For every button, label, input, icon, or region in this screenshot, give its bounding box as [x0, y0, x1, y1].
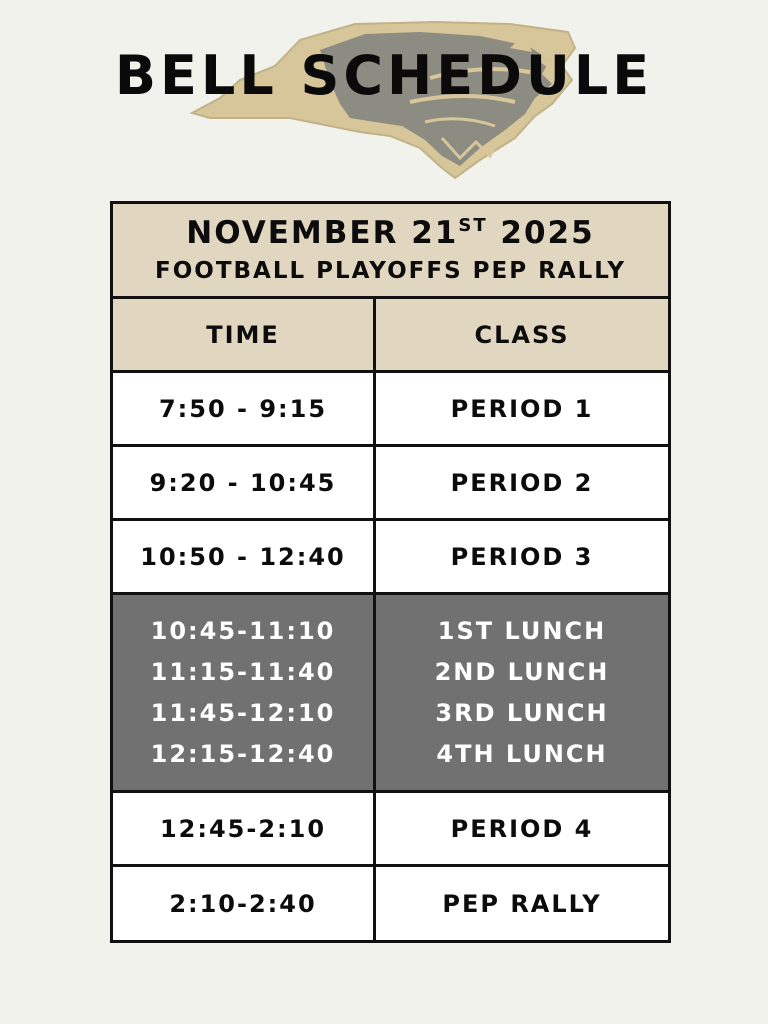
schedule-date	[113, 214, 668, 252]
lunch-class: 3RD LUNCH	[435, 698, 609, 727]
column-header-time: TIME	[113, 299, 376, 370]
time-cell: 10:50 - 12:40	[113, 521, 376, 592]
lunch-time: 10:45-11:10	[150, 616, 336, 645]
class-cell: PERIOD 2	[450, 468, 594, 497]
time-cell: 2:10-2:40	[113, 867, 376, 940]
lunch-time: 12:15-12:40	[150, 739, 336, 768]
lunch-class: 4TH LUNCH	[436, 739, 608, 768]
page-title: BELL SCHEDULE	[114, 44, 654, 107]
class-cell: PERIOD 3	[450, 542, 594, 571]
lunch-row	[113, 595, 668, 793]
table-row	[113, 793, 668, 867]
bell-schedule-table	[110, 201, 671, 943]
event-name: FOOTBALL PLAYOFFS PEP RALLY	[155, 258, 626, 284]
lunch-time: 11:45-12:10	[150, 698, 336, 727]
table-row	[113, 867, 668, 940]
date-year: 2025	[500, 215, 595, 251]
class-cell: PEP RALLY	[442, 889, 602, 918]
lunch-class: 1ST LUNCH	[437, 616, 607, 645]
lunch-classes-cell	[376, 595, 668, 790]
schedule-header	[113, 204, 668, 299]
time-cell: 12:45-2:10	[113, 793, 376, 864]
lunch-time: 11:15-11:40	[150, 657, 336, 686]
time-cell: 9:20 - 10:45	[113, 447, 376, 518]
table-row	[113, 447, 668, 521]
lunch-class: 2ND LUNCH	[434, 657, 610, 686]
time-cell: 7:50 - 9:15	[113, 373, 376, 444]
class-cell: PERIOD 4	[450, 814, 594, 843]
date-suffix: ST	[458, 215, 488, 236]
date-main: NOVEMBER 21	[186, 215, 459, 251]
table-row	[113, 521, 668, 595]
table-row	[113, 373, 668, 447]
column-header-class: CLASS	[474, 320, 570, 349]
class-cell: PERIOD 1	[450, 394, 594, 423]
lunch-times-cell	[113, 595, 376, 790]
column-header-row	[113, 299, 668, 373]
